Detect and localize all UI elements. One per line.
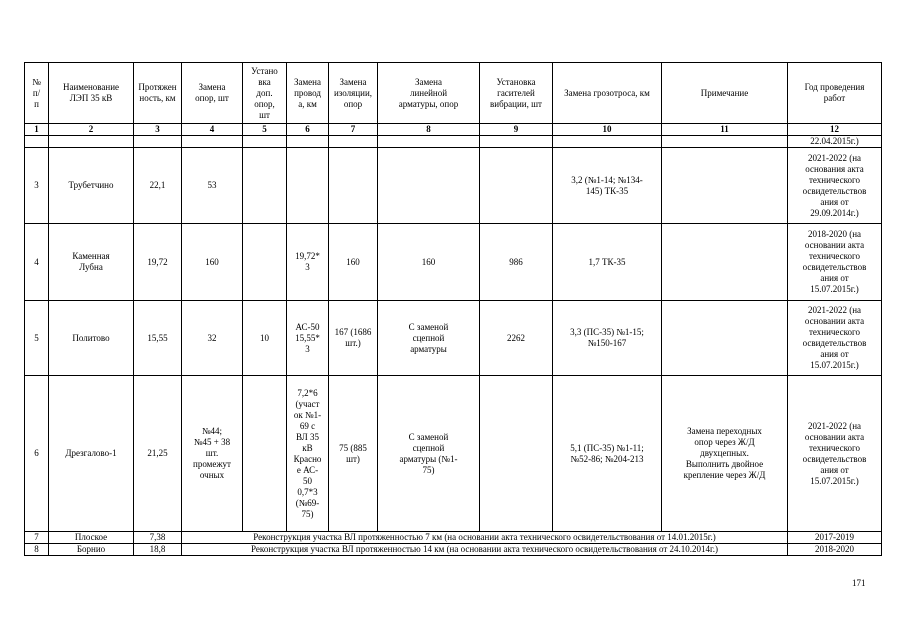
empty-cell [553, 136, 662, 148]
column-number: 11 [662, 124, 788, 136]
empty-cell [243, 136, 287, 148]
column-number-row [25, 124, 882, 136]
insulation-cell [329, 148, 378, 224]
lep-works-table [24, 62, 882, 556]
empty-cell [182, 136, 243, 148]
empty-cell [480, 136, 553, 148]
year-cell: 2018-2020 (на основании акта технического освидетельствов ания от 15.07.2015г.) [788, 224, 882, 301]
table-row [25, 544, 882, 556]
header-cell: Год проведения работ [788, 63, 882, 124]
table-row [25, 224, 882, 301]
empty-cell [134, 136, 182, 148]
extra-poles-cell [243, 224, 287, 301]
column-number: 2 [49, 124, 134, 136]
poles-cell: 160 [182, 224, 243, 301]
reconstruction-description: Реконструкция участка ВЛ протяженностью 7 км (на основании акта технического освидетельствования от 14.01.2015г.) [182, 532, 788, 544]
poles-cell: №44; №45 + 38 шт. промежут очных [182, 376, 243, 532]
line-name: Трубетчино [49, 148, 134, 224]
column-number: 5 [243, 124, 287, 136]
empty-cell [329, 136, 378, 148]
header-cell: Протяжен ность, км [134, 63, 182, 124]
line-name: Каменная Лубна [49, 224, 134, 301]
reconstruction-description: Реконструкция участка ВЛ протяженностью 14 км (на основании акта технического освидетельствования от 24.10.2014г.) [182, 544, 788, 556]
wire-cell: АС-50 15,55* 3 [287, 301, 329, 376]
empty-cell [25, 136, 49, 148]
header-cell: № п/ п [25, 63, 49, 124]
wire-cell [287, 148, 329, 224]
row-number: 4 [25, 224, 49, 301]
fittings-cell: 160 [378, 224, 480, 301]
column-number: 12 [788, 124, 882, 136]
ground-wire-cell: 3,3 (ПС-35) №1-15; №150-167 [553, 301, 662, 376]
row-number: 7 [25, 532, 49, 544]
table-row [25, 301, 882, 376]
row-number: 8 [25, 544, 49, 556]
note-cell [662, 301, 788, 376]
empty-cell [662, 136, 788, 148]
line-name: Плоское [49, 532, 134, 544]
header-cell: Устано вка доп. опор, шт [243, 63, 287, 124]
row-number: 6 [25, 376, 49, 532]
extra-poles-cell [243, 148, 287, 224]
ground-wire-cell: 1,7 ТК-35 [553, 224, 662, 301]
length-cell: 7,38 [134, 532, 182, 544]
year-cell: 2021-2022 (на основании акта технического освидетельствов ания от 15.07.2015г.) [788, 376, 882, 532]
header-cell: Примечание [662, 63, 788, 124]
line-name: Борнио [49, 544, 134, 556]
dampers-cell [480, 148, 553, 224]
column-number: 3 [134, 124, 182, 136]
length-cell: 21,25 [134, 376, 182, 532]
length-cell: 22,1 [134, 148, 182, 224]
year-cell: 2021-2022 (на основания акта технического освидетельствов ания от 29.09.2014г.) [788, 148, 882, 224]
table-row [25, 148, 882, 224]
page-number: 171 [852, 578, 866, 588]
year-cell: 2017-2019 [788, 532, 882, 544]
wire-cell: 7,2*6 (участ ок №1- 69 с ВЛ 35 кВ Красно е АС- 50 0,7*3 (№69- 75) [287, 376, 329, 532]
table-row [25, 532, 882, 544]
empty-cell [287, 136, 329, 148]
column-number: 7 [329, 124, 378, 136]
length-cell: 19,72 [134, 224, 182, 301]
length-cell: 15,55 [134, 301, 182, 376]
ground-wire-cell: 5,1 (ПС-35) №1-11; №52-86; №204-213 [553, 376, 662, 532]
header-cell: Наименование ЛЭП 35 кВ [49, 63, 134, 124]
header-cell: Замена грозотроса, км [553, 63, 662, 124]
empty-cell [378, 136, 480, 148]
fittings-cell: С заменой сцепной арматуры [378, 301, 480, 376]
column-number: 8 [378, 124, 480, 136]
column-number: 9 [480, 124, 553, 136]
insulation-cell: 167 (1686 шт.) [329, 301, 378, 376]
dampers-cell: 986 [480, 224, 553, 301]
header-cell: Замена изоляции, опор [329, 63, 378, 124]
dampers-cell: 2262 [480, 301, 553, 376]
year-cell: 22.04.2015г.) [788, 136, 882, 148]
fittings-cell [378, 148, 480, 224]
column-number: 6 [287, 124, 329, 136]
header-cell: Замена линейной арматуры, опор [378, 63, 480, 124]
fittings-cell: С заменой сцепной арматуры (№1- 75) [378, 376, 480, 532]
row-number: 3 [25, 148, 49, 224]
continuation-row [25, 136, 882, 148]
dampers-cell [480, 376, 553, 532]
extra-poles-cell [243, 376, 287, 532]
empty-cell [49, 136, 134, 148]
insulation-cell: 75 (885 шт) [329, 376, 378, 532]
header-cell: Замена провод а, км [287, 63, 329, 124]
note-cell: Замена переходных опор через Ж/Д двухцепных. Выполнить двойное крепление через Ж/Д [662, 376, 788, 532]
note-cell [662, 148, 788, 224]
line-name: Дрезгалово-1 [49, 376, 134, 532]
column-number: 10 [553, 124, 662, 136]
row-number: 5 [25, 301, 49, 376]
line-name: Политово [49, 301, 134, 376]
ground-wire-cell: 3,2 (№1-14; №134- 145) ТК-35 [553, 148, 662, 224]
poles-cell: 53 [182, 148, 243, 224]
note-cell [662, 224, 788, 301]
header-cell: Замена опор, шт [182, 63, 243, 124]
wire-cell: 19,72* 3 [287, 224, 329, 301]
table-row [25, 376, 882, 532]
header-cell: Установка гасителей вибрации, шт [480, 63, 553, 124]
length-cell: 18,8 [134, 544, 182, 556]
poles-cell: 32 [182, 301, 243, 376]
header-row [25, 63, 882, 124]
column-number: 1 [25, 124, 49, 136]
insulation-cell: 160 [329, 224, 378, 301]
year-cell: 2021-2022 (на основании акта технического освидетельствов ания от 15.07.2015г.) [788, 301, 882, 376]
extra-poles-cell: 10 [243, 301, 287, 376]
year-cell: 2018-2020 [788, 544, 882, 556]
column-number: 4 [182, 124, 243, 136]
